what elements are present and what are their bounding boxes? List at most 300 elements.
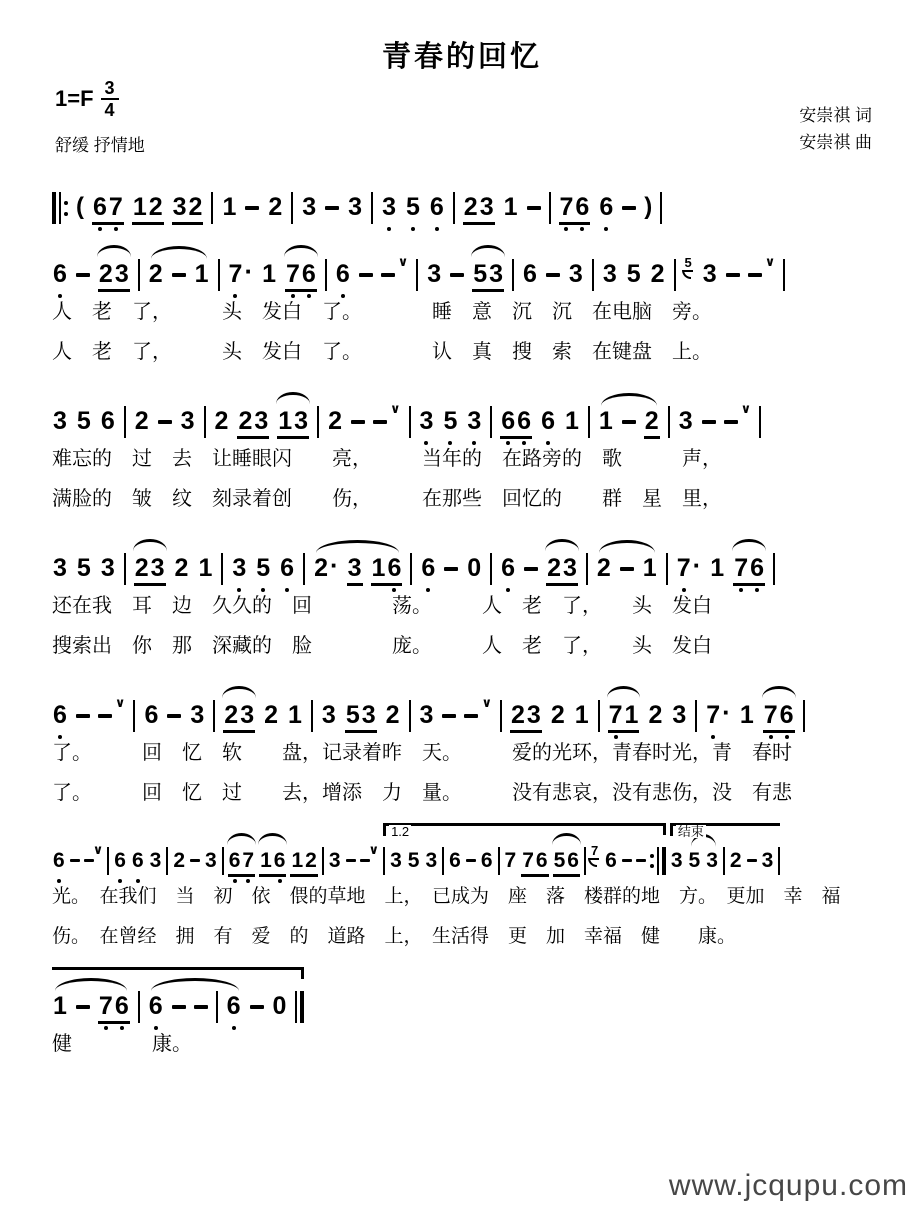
note-digit: 7: [98, 992, 113, 1020]
note-digit: 3: [526, 701, 541, 729]
note: [231, 553, 247, 583]
slur-group: [313, 550, 402, 586]
barline: [317, 406, 319, 438]
duration-dash: [726, 273, 740, 277]
note: [429, 192, 445, 222]
note: [228, 847, 255, 877]
note: [642, 553, 658, 583]
duration-dash: [546, 273, 560, 277]
note-digit: 1: [574, 701, 589, 729]
note: [134, 406, 150, 436]
note-digit: 7: [242, 849, 255, 872]
note-digit: 3: [419, 701, 434, 729]
note-digit: 3: [702, 260, 717, 288]
note-digit: 2: [174, 554, 189, 582]
lyric-line-verse1: 光。 在我们 当 初 依 偎的草地 上， 已成为 座 落 楼群的地 方。 更加 幸 福: [52, 886, 841, 907]
note-digit: 6: [517, 407, 532, 435]
note-digit: 3: [149, 849, 162, 872]
notation-system-5: [52, 674, 876, 813]
note: [650, 259, 666, 289]
duration-dash: [250, 1005, 264, 1009]
note-digit: 2: [596, 554, 611, 582]
barline: [500, 700, 502, 732]
note: [448, 847, 462, 874]
barline: [586, 553, 588, 585]
note-digit: 3: [425, 849, 438, 872]
barline: [662, 847, 666, 875]
note-digit: 6: [605, 849, 617, 872]
duration-dash: [158, 420, 172, 424]
note-digit: 6: [114, 849, 126, 872]
note: [148, 991, 164, 1021]
note-digit: 2: [98, 260, 113, 288]
note-digit: 6: [131, 849, 144, 872]
note-digit: 6: [335, 260, 350, 288]
note-digit: 3: [100, 554, 115, 582]
duration-dash: [167, 714, 181, 718]
note: [52, 991, 68, 1021]
note: [226, 991, 242, 1021]
note-digit: 2: [224, 701, 239, 729]
key-tempo-block: [55, 79, 145, 156]
duration-dash: [76, 714, 90, 718]
note-digit: 3: [232, 554, 247, 582]
barline: [138, 991, 140, 1023]
note-digit: 2: [648, 701, 663, 729]
note-digit: 6: [226, 992, 241, 1020]
volta-label: 1.2: [391, 824, 410, 839]
lyric-line-verse1: 难忘的 过 去 让睡眼闪 亮， 当年的 在路旁的 歌 声，: [52, 448, 722, 470]
sheet-music-page: [0, 34, 924, 1202]
note-digit: 2: [463, 193, 478, 221]
note: [52, 406, 68, 436]
duration-dash: [748, 273, 762, 277]
note-digit: 2: [148, 193, 163, 221]
note-digit: 7: [706, 701, 721, 729]
note-digit: 6: [93, 193, 107, 221]
note-digit: 6: [280, 554, 295, 582]
note: [272, 991, 288, 1021]
volta-bracket-结束: [670, 824, 780, 875]
note-digit: 7: [734, 554, 749, 582]
repeat-start-barline: [52, 192, 68, 224]
key-signature: [55, 79, 145, 119]
duration-dash: [245, 206, 259, 210]
note: [92, 192, 124, 225]
barline: [657, 847, 659, 875]
note-digit: 6: [148, 992, 163, 1020]
barline: [216, 991, 218, 1023]
note: [172, 192, 204, 225]
barline: [409, 406, 411, 438]
slur-notes: [598, 406, 660, 439]
duration-dash: [373, 420, 387, 424]
note-digit: 7: [504, 849, 517, 872]
note: [180, 406, 196, 436]
slur-group: [148, 259, 210, 289]
lyricist-credit: 安崇祺 词: [799, 106, 872, 125]
note: [76, 406, 92, 436]
duration-dash: [70, 859, 80, 862]
barline: [588, 406, 590, 438]
note-digit: 3: [678, 407, 693, 435]
note-digit: 2: [644, 407, 659, 435]
duration-dash: [76, 273, 90, 277]
barline: [783, 259, 785, 291]
note-digit: 1: [222, 193, 237, 221]
note: [546, 553, 578, 586]
note: [702, 259, 718, 289]
note: [98, 259, 130, 292]
note-digit: 6: [100, 407, 115, 435]
note: [335, 259, 351, 289]
note: [174, 553, 190, 583]
lyric-line-verse1: 人 老 了， 头 发白 了。 睡 意 沉 沉 在电脑 旁。: [52, 301, 712, 323]
lyric-line-verse1: 还在我 耳 边 久久的 回 荡。 人 老 了， 头 发白: [52, 595, 712, 617]
note: [671, 700, 687, 730]
duration-dash: [346, 859, 356, 862]
barline: [666, 553, 668, 585]
note: [263, 700, 279, 730]
note: [285, 259, 317, 292]
augmentation-dot: ·: [692, 550, 702, 580]
note: [419, 406, 435, 436]
barline: [490, 553, 492, 585]
repeat-dot: [64, 201, 68, 205]
note: [194, 259, 210, 289]
notation-system-2: [52, 233, 876, 372]
duration-dash: [351, 420, 365, 424]
note: [559, 192, 591, 225]
slur-notes: [596, 553, 658, 583]
duration-dash: [466, 859, 476, 862]
note: [568, 259, 584, 289]
note-digit: 7: [559, 193, 574, 221]
note-digit: 1: [598, 407, 613, 435]
note-digit: 3: [361, 701, 376, 729]
barline: [759, 406, 761, 438]
note-digit: 6: [301, 260, 316, 288]
note-digit: 0: [467, 554, 482, 582]
volta-label: 结束: [677, 824, 704, 839]
note-digit: 3: [489, 260, 504, 288]
note-digit: 1: [260, 849, 272, 872]
meter-numerator: 3: [101, 79, 119, 100]
note: [277, 406, 309, 439]
note-digit: 1: [262, 260, 277, 288]
ending-bracket: [52, 991, 304, 1024]
note-digit: 3: [670, 849, 683, 872]
note: [521, 847, 548, 877]
barline: [138, 259, 140, 291]
barline: [166, 847, 168, 875]
note: [345, 700, 377, 733]
note-digit: 3: [602, 260, 617, 288]
volta-bracket-1.2: [383, 824, 666, 877]
barline: [549, 192, 551, 224]
notation-line-5: [52, 674, 876, 733]
key-text: 1=F: [55, 86, 94, 111]
note: [510, 700, 542, 733]
note: [197, 553, 213, 583]
duration-dash: [325, 206, 339, 210]
note: [647, 700, 663, 730]
lyric-line-verse1: 了。 回 忆 软 盘，记录着昨 天。 爱的光环，青春时光，青 春时: [52, 742, 792, 764]
barline: [803, 700, 805, 732]
duration-dash: [724, 420, 738, 424]
note: [729, 847, 743, 874]
duration-dash: [747, 859, 757, 862]
slur-notes: [148, 259, 210, 289]
breath-mark-icon: ∨: [481, 695, 492, 710]
note-digit: 2: [148, 260, 163, 288]
note: [442, 406, 458, 436]
note-digit: 5: [443, 407, 458, 435]
note: [676, 553, 692, 583]
notation-system-1: [52, 166, 876, 225]
note-digit: 3: [348, 193, 363, 221]
time-signature: [101, 79, 119, 119]
note: [763, 700, 795, 733]
repeat-dots: [650, 847, 654, 875]
volta-notes: [383, 843, 666, 877]
note: [76, 553, 92, 583]
barline: [211, 192, 213, 224]
barline: [59, 192, 61, 224]
note-digit: 2: [547, 554, 561, 582]
note: [52, 259, 68, 289]
watermark-url: www.jcqupu.com: [668, 1169, 908, 1202]
note-digit: 1: [132, 193, 147, 221]
note: [327, 406, 343, 436]
barline: [598, 700, 600, 732]
note-digit: 6: [567, 849, 579, 872]
note: [553, 847, 580, 877]
notation-line-4: [52, 527, 876, 586]
note-digit: 3: [328, 849, 341, 872]
note-digit: 6: [523, 260, 537, 288]
note: [149, 847, 163, 874]
note-digit: 2: [134, 554, 149, 582]
parenthesis: (: [76, 193, 84, 220]
note: [405, 192, 421, 222]
note: [424, 847, 438, 874]
note-digit: 5: [256, 554, 271, 582]
barline: [512, 259, 514, 291]
notation-line-2: [52, 233, 876, 292]
barline: [213, 700, 215, 732]
note-digit: 3: [205, 849, 217, 872]
note-digit: 6: [480, 849, 493, 872]
note-digit: 2: [214, 407, 229, 435]
barline: [291, 192, 293, 224]
augmentation-dot: ·: [722, 697, 731, 727]
lyric-line-verse2: 人 老 了， 头 发白 了。 认 真 搜 索 在键盘 上。: [52, 341, 712, 363]
note-digit: 2: [550, 701, 565, 729]
note-digit: 2: [305, 849, 317, 872]
barline: [410, 553, 412, 585]
note-digit: 2: [134, 407, 149, 435]
barline: [52, 192, 56, 224]
note-digit: 5: [688, 849, 701, 872]
note-digit: 5: [76, 554, 91, 582]
breath-mark-icon: ∨: [740, 401, 752, 416]
note: [602, 259, 618, 289]
note: [371, 553, 403, 586]
note-digit: 2: [264, 701, 278, 729]
lyric-line-verse2: 满脸的 皱 纹 刻录着创 伤， 在那些 回忆的 群 星 里，: [52, 488, 722, 510]
note: [321, 700, 337, 730]
note-digit: 6: [228, 849, 241, 872]
breath-mark-icon: ∨: [764, 254, 776, 269]
barline: [668, 406, 670, 438]
notation-line-7: [52, 965, 876, 1024]
augmentation-dot: ·: [244, 256, 254, 286]
notation-line-6: [52, 821, 876, 877]
breath-mark-icon: ∨: [114, 695, 126, 710]
note-digit: 3: [240, 701, 255, 729]
note: [500, 406, 532, 439]
note: [381, 192, 397, 222]
note-digit: 5: [553, 849, 566, 872]
note-digit: 3: [294, 407, 309, 435]
barline: [325, 259, 327, 291]
breath-mark-icon: ∨: [397, 254, 409, 269]
note-digit: 6: [599, 193, 614, 221]
note-digit: 6: [750, 554, 764, 582]
slur-notes: [52, 991, 130, 1024]
notation-line-3: [52, 380, 876, 439]
volta-notes: [670, 847, 780, 875]
duration-dash: [622, 859, 632, 862]
note-digit: 3: [190, 701, 205, 729]
barline: [498, 847, 500, 875]
note: [688, 847, 702, 874]
note: [596, 553, 612, 583]
note: [100, 406, 116, 436]
note-digit: 1: [739, 701, 754, 729]
notation-system-6: [52, 821, 876, 957]
lyric-line-verse2: 了。 回 忆 过 去，增添 力 量。 没有悲哀，没有悲伤，没 有悲: [52, 782, 792, 804]
barline: [222, 847, 224, 875]
note: [134, 553, 166, 586]
tempo-marking: 舒缓 抒情地: [55, 136, 145, 155]
note: [678, 406, 694, 436]
note-digit: 6: [53, 849, 65, 872]
barline: [660, 192, 662, 224]
note-digit: 3: [53, 407, 67, 435]
barline: [311, 700, 313, 732]
duration-dash: [359, 273, 373, 277]
note-digit: 3: [562, 554, 577, 582]
note-digit: 3: [254, 407, 269, 435]
note-digit: 7: [286, 260, 300, 288]
note: [389, 847, 403, 874]
barline: [383, 847, 385, 875]
note-digit: 1: [564, 407, 579, 435]
note-digit: 6: [541, 407, 555, 435]
lyric-line-verse2: 搜索出 你 那 深藏的 脸 庞。 人 老 了， 头 发白: [52, 635, 712, 657]
note-digit: 3: [382, 193, 396, 221]
note-digit: 1: [194, 260, 209, 288]
note: [550, 700, 566, 730]
note-digit: 6: [114, 992, 129, 1020]
note-digit: 6: [501, 407, 516, 435]
note-digit: 3: [672, 701, 687, 729]
duration-dash: [620, 567, 634, 571]
barline: [107, 847, 109, 875]
augmentation-dot: ·: [329, 550, 339, 580]
duration-dash: [76, 1005, 90, 1009]
note: [426, 259, 442, 289]
barline: [295, 991, 297, 1023]
barline: [371, 192, 373, 224]
note: [267, 192, 283, 222]
note-digit: 1: [624, 701, 639, 729]
final-barline: [295, 991, 304, 1023]
note-digit: 5: [407, 849, 420, 872]
note: [761, 847, 775, 874]
note-digit: 2: [173, 849, 185, 872]
note: [733, 553, 765, 586]
duration-dash: [622, 206, 636, 210]
note-digit: 1: [291, 849, 304, 872]
page-title: 青春的回忆: [381, 41, 542, 73]
note: [259, 847, 286, 877]
note-digit: 2: [188, 193, 203, 221]
note-digit: 3: [419, 407, 434, 435]
note: [290, 847, 317, 877]
note-digit: 3: [467, 407, 482, 435]
barline: [442, 847, 444, 875]
note-digit: 3: [390, 849, 402, 872]
note: [385, 700, 401, 730]
note-digit: 6: [144, 701, 159, 729]
duration-dash: [172, 273, 186, 277]
sheet-header: [0, 79, 924, 160]
note: [472, 259, 504, 292]
note-digit: 6: [421, 554, 436, 582]
barline: [695, 700, 697, 732]
barline: [300, 991, 304, 1023]
note-digit: 3: [172, 193, 187, 221]
note-digit: 5: [345, 701, 360, 729]
note: [214, 406, 230, 436]
note-digit: 5: [473, 260, 488, 288]
note-digit: 3: [706, 849, 718, 872]
duration-dash: [527, 206, 541, 210]
note: [143, 700, 159, 730]
barline: [490, 406, 492, 438]
breath-mark-icon: ∨: [389, 401, 401, 416]
barline: [778, 847, 780, 875]
note-digit: 7: [228, 260, 243, 288]
notation-system-7: [52, 965, 876, 1064]
note: [52, 553, 68, 583]
note: [598, 192, 614, 222]
note-digit: 6: [53, 701, 67, 729]
note: [705, 700, 721, 730]
note: [223, 700, 255, 733]
barline: [416, 259, 418, 291]
barline: [322, 847, 324, 875]
barline: [124, 553, 126, 585]
note: [598, 406, 614, 436]
duration-dash: [442, 714, 456, 718]
note-digit: 2: [314, 554, 328, 582]
note: [522, 259, 538, 289]
barline: [204, 406, 206, 438]
